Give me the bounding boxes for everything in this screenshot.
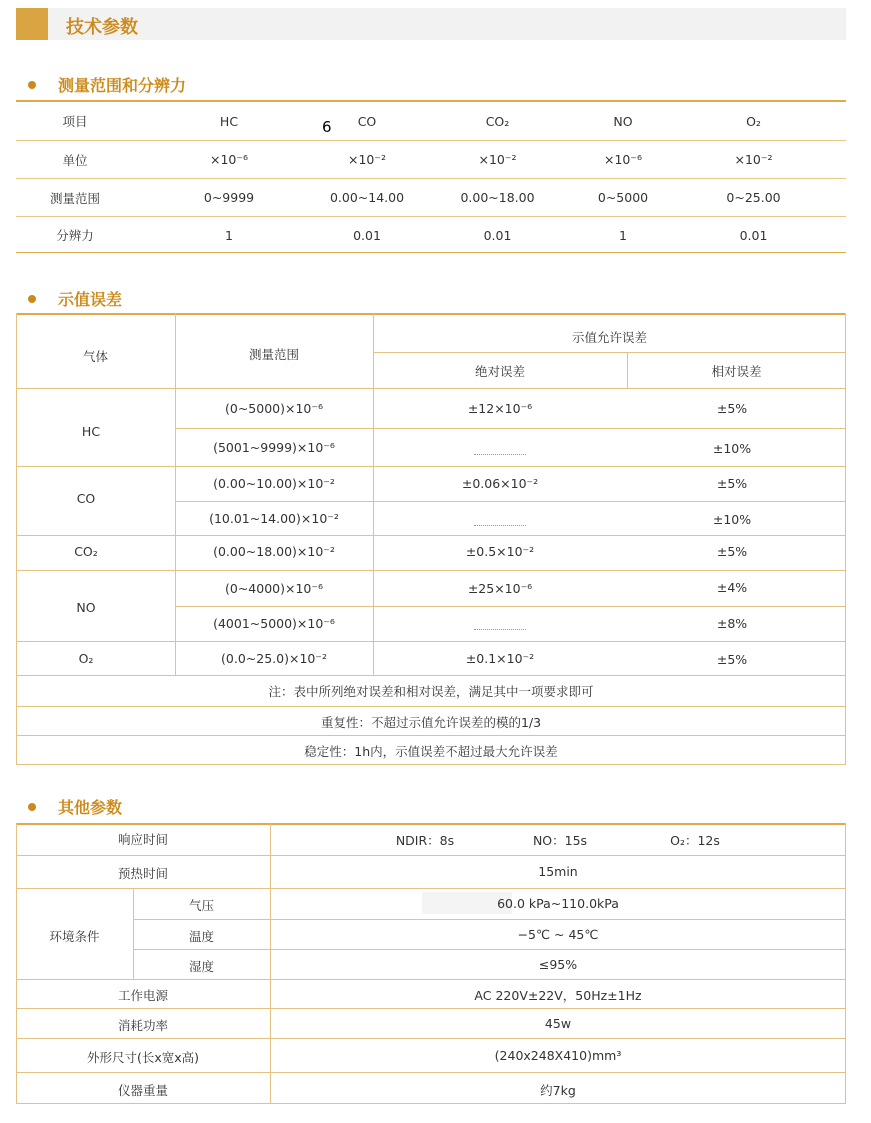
table-cell: 0~25.00 [726,190,781,205]
title-bar [16,8,846,40]
env-row-value: −5℃ ~ 45℃ [517,927,599,942]
weight-value: 约7kg [540,1083,576,1098]
column-header: 项目 [62,114,88,129]
env-label: 环境条件 [49,929,100,944]
table-cell: 0.01 [353,227,381,243]
range-cell: (5001~9999)×10⁻⁶ [213,440,335,455]
table-cell: ×10⁻² [478,152,517,167]
rel-cell: ±4% [716,580,748,595]
table-row [16,217,846,253]
gas-o2: O₂ [78,651,94,666]
table-cell: 0~5000 [597,190,649,205]
header-abs: 绝对误差 [474,364,525,379]
env-row-label: 湿度 [188,959,214,974]
env-row-label: 温度 [188,929,214,944]
range-cell: (0~4000)×10⁻⁶ [225,581,323,596]
row-label: 测量范围 [49,190,100,206]
gas-co: CO [76,491,96,506]
table-cell: 0.01 [739,227,768,243]
table-cell: 0~9999 [203,190,255,205]
table-cell: ×10⁻⁶ [604,152,642,167]
response-value: NDIR：8s [395,833,455,848]
consumption-value: 45w [544,1016,572,1031]
abs-cell: ±25×10⁻⁶ [467,581,533,596]
table-cell: 0.01 [483,227,512,243]
bullet-icon [28,81,36,89]
rel-cell: ±10% [712,441,752,456]
header-rel: 相对误差 [711,364,762,379]
env-row-value: 60.0 kPa~110.0kPa [497,896,619,911]
table-cell: 1 [619,227,627,243]
env-row-value: ≤95% [538,957,578,972]
table-cell: 1 [225,227,233,243]
abs-cell: ±0.1×10⁻² [465,651,535,666]
section-heading-other: 其他参数 [28,795,122,818]
table-cell: ×10⁻² [734,152,773,167]
table-cell: ×10⁻⁶ [210,152,248,167]
note-text: 稳定性：1h内，示值误差不超过最大允许误差 [304,744,558,759]
rel-cell: ±5% [716,476,748,491]
bullet-icon [28,295,36,303]
abs-cell: ±0.5×10⁻² [465,544,535,559]
table-row [16,179,846,216]
response-value: NO：15s [532,833,588,848]
power-label: 工作电源 [117,988,168,1003]
power-value: AC 220V±22V，50Hz±1Hz [474,988,642,1003]
rel-cell: ±5% [716,401,748,416]
page-title: 技术参数 [66,17,138,38]
header-range: 测量范围 [248,347,299,362]
section-heading-range: 测量范围和分辨力 [28,73,186,96]
row-label: 分辨力 [56,228,94,243]
table-cell: 0.00~14.00 [329,190,405,205]
response-label: 响应时间 [117,832,168,847]
row-label: 单位 [62,152,88,168]
table-cell: 0.00~18.00 [460,190,535,205]
abs-cell: ±0.06×10⁻² [461,476,539,491]
preheat-label: 预热时间 [117,866,168,881]
preheat-value: 15min [538,864,578,879]
range-cell: (10.01~14.00)×10⁻² [209,511,339,526]
column-header: CO [357,113,377,129]
note-text: 重复性：不超过示值允许误差的模的1/3 [320,715,542,730]
header-allow: 示值允许误差 [571,330,647,345]
title-square-icon [16,8,48,40]
table-cell: ×10⁻² [348,152,386,167]
response-value: O₂：12s [670,833,720,848]
abs-dash [373,446,627,461]
rel-cell: ±5% [716,652,748,667]
column-header: NO [613,113,633,129]
header-gas: 气体 [82,349,108,364]
weight-label: 仪器重量 [117,1083,168,1098]
gas-no: NO [76,600,96,615]
range-cell: (0~5000)×10⁻⁶ [225,401,323,416]
section-heading-error: 示值误差 [28,287,122,310]
note-text: 注：表中所列绝对误差和相对误差，满足其中一项要求即可 [268,684,594,699]
column-header: O₂ [746,113,761,129]
range-cell: (0.00~10.00)×10⁻² [213,476,335,491]
column-header: HC [219,113,239,129]
rel-cell: ±8% [716,616,748,631]
abs-cell: ±12×10⁻⁶ [467,401,533,416]
abs-dash [373,517,627,532]
range-cell: (0.0~25.0)×10⁻² [221,651,327,666]
bullet-icon [28,803,36,811]
gas-co2: CO₂ [74,544,98,559]
range-cell: (4001~5000)×10⁻⁶ [213,616,335,631]
abs-dash [373,621,627,636]
range-cell: (0.00~18.00)×10⁻² [213,544,335,559]
rel-cell: ±5% [716,544,748,559]
consumption-label: 消耗功率 [117,1018,168,1033]
table-row [16,102,846,140]
rel-cell: ±10% [712,512,752,527]
size-value: (240x248X410)mm³ [494,1048,622,1063]
gas-hc: HC [81,424,101,439]
column-header: CO₂ [485,113,510,129]
table-row [16,141,846,178]
stray-digit: 6 [322,118,332,136]
size-label: 外形尺寸(长x宽x高) [86,1050,200,1065]
env-row-label: 气压 [188,898,214,913]
